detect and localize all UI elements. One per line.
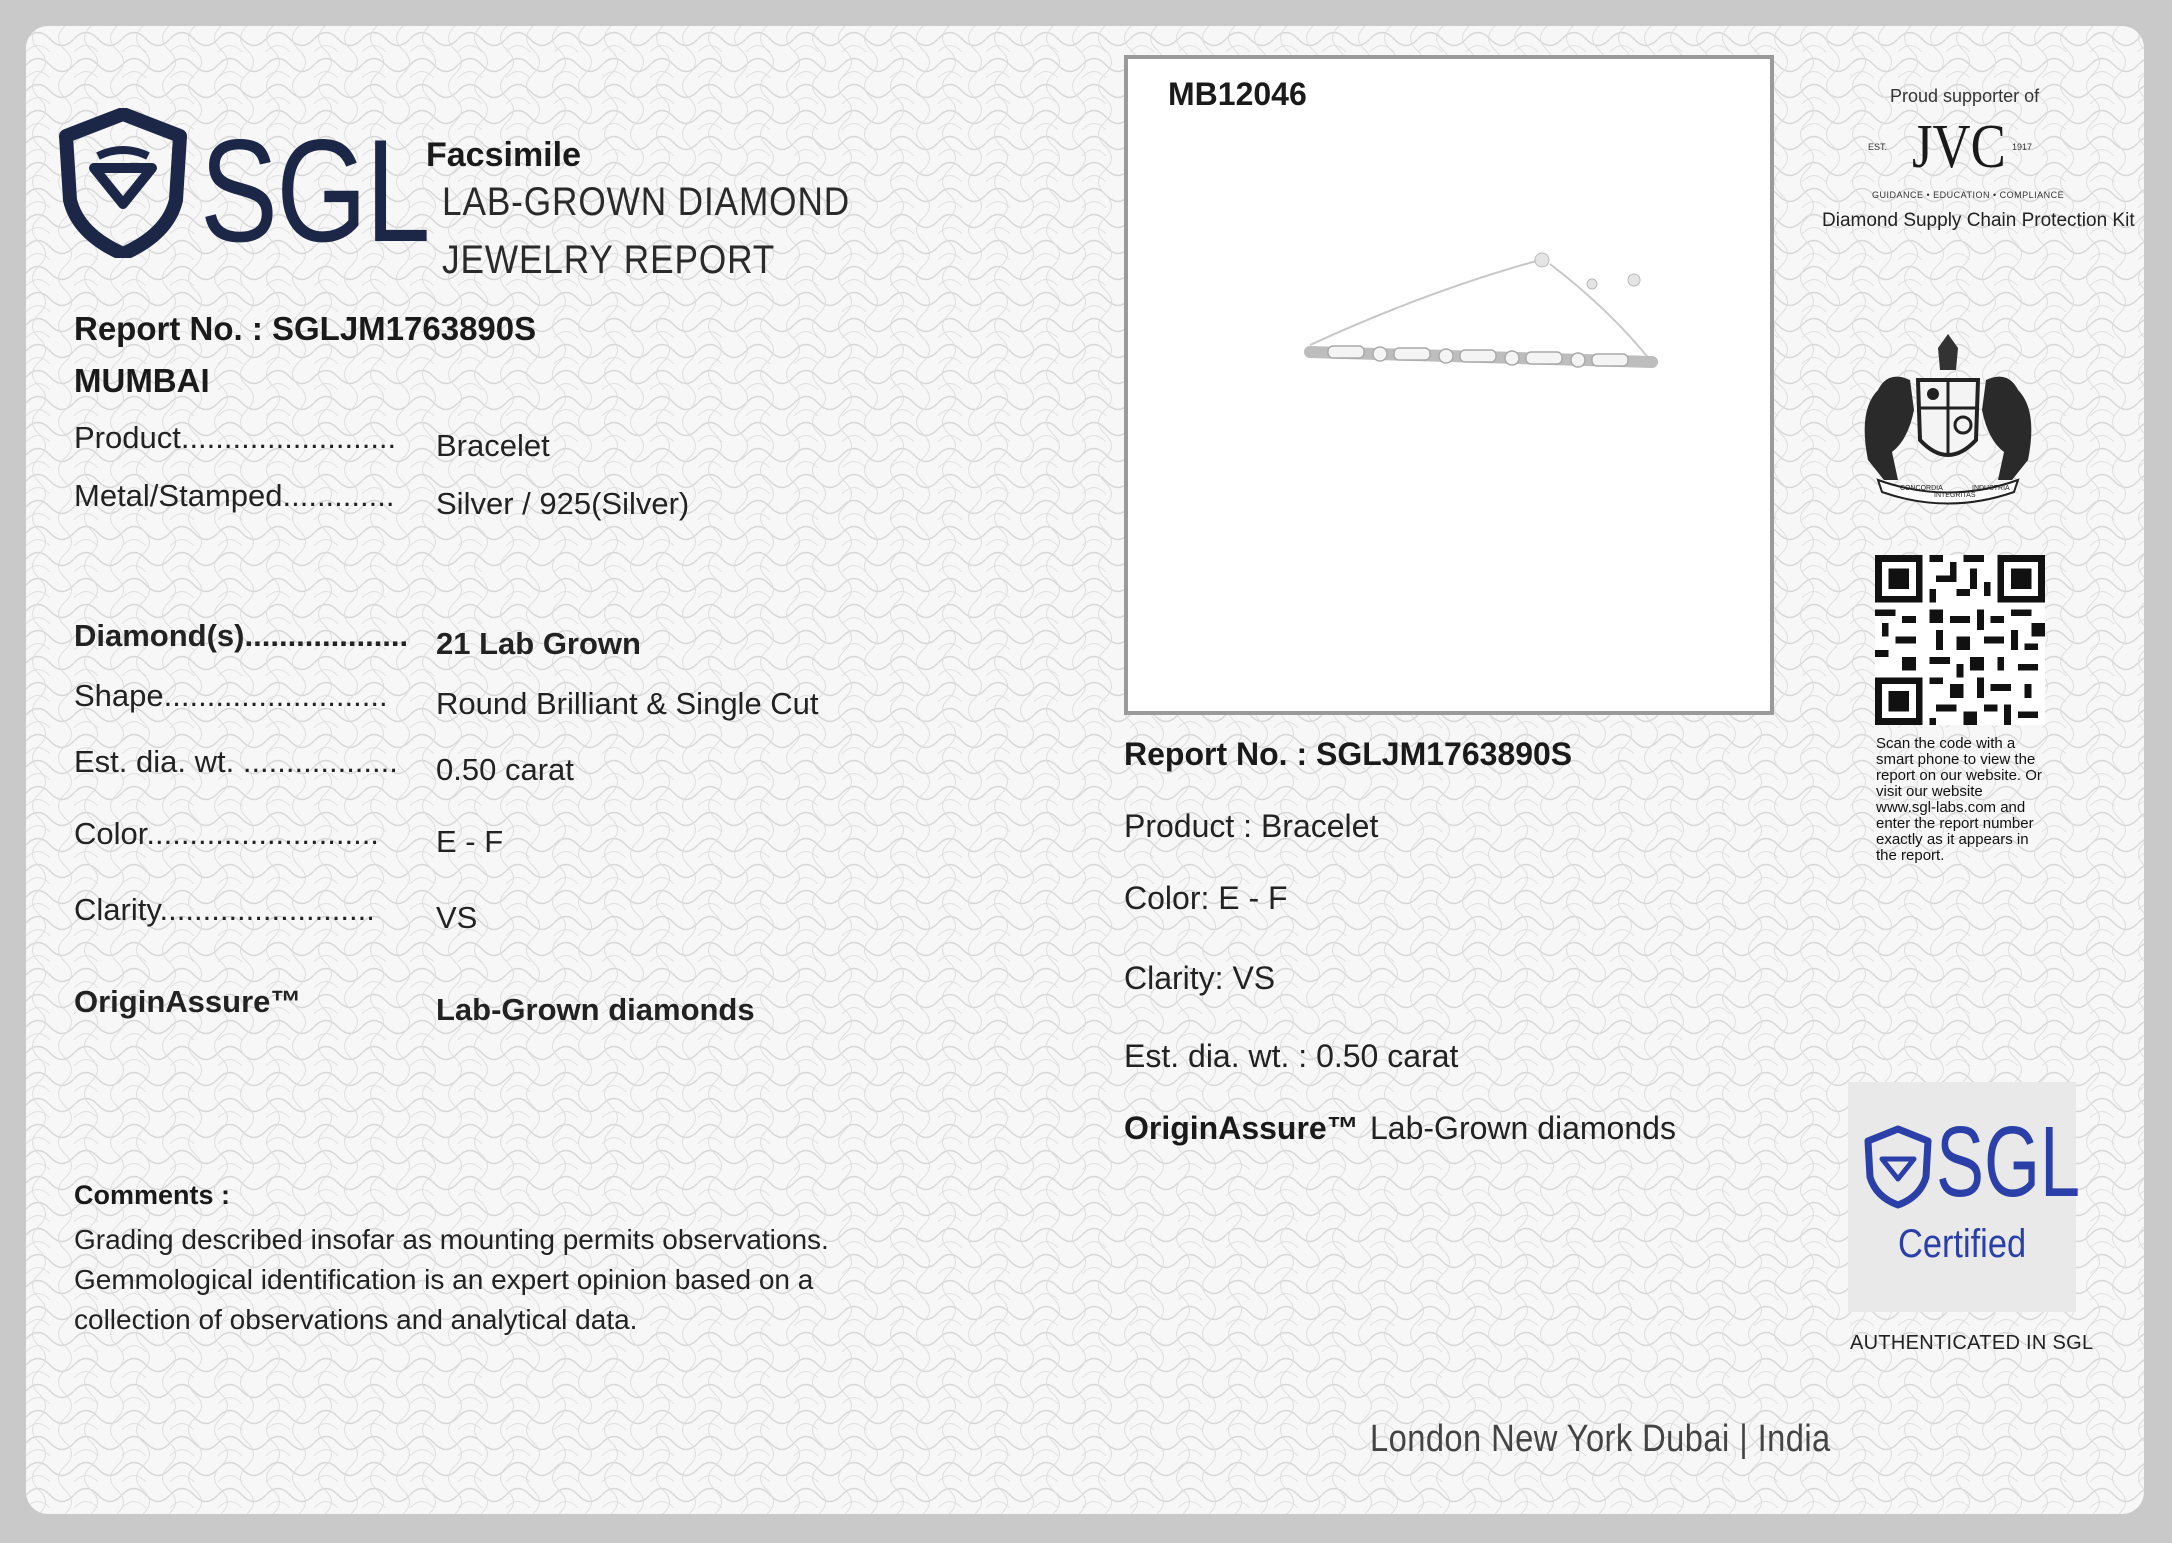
jvc-year-text: 1917 bbox=[2012, 142, 2033, 152]
bracelet-image bbox=[1280, 230, 1680, 430]
diamonds-row bbox=[74, 618, 641, 662]
diamonds-label: Diamond(s)................... bbox=[74, 618, 409, 653]
crest-motto-3: INDUSTRIA bbox=[1972, 485, 2010, 492]
office-cities: London New York Dubai | India bbox=[1370, 1418, 1831, 1460]
shape-row bbox=[74, 678, 819, 722]
summary-weight: Est. dia. wt. : 0.50 carat bbox=[1124, 1038, 1459, 1074]
jvc-logo: JVC bbox=[1912, 113, 2006, 181]
color-label: Color........................... bbox=[74, 816, 379, 851]
sgl-shield-icon bbox=[58, 108, 188, 258]
summary-report-number: Report No. : SGLJM1763890S bbox=[1124, 736, 1573, 772]
weight-label: Est. dia. wt. .................. bbox=[74, 744, 398, 779]
lab-city: MUMBAI bbox=[74, 362, 210, 399]
clarity-label: Clarity......................... bbox=[74, 892, 375, 927]
metal-value: Silver / 925(Silver) bbox=[436, 486, 690, 521]
clarity-row bbox=[74, 892, 477, 936]
facsimile-label: Facsimile bbox=[426, 136, 581, 174]
weight-value: 0.50 carat bbox=[436, 752, 574, 787]
jvc-supporter-text: Proud supporter of bbox=[1890, 86, 2040, 106]
report-number: Report No. : SGLJM1763890S bbox=[74, 310, 537, 347]
certified-word: Certified bbox=[1898, 1222, 2027, 1266]
clarity-value: VS bbox=[436, 900, 478, 935]
report-title-line2: JEWELRY REPORT bbox=[442, 238, 776, 282]
metal-row bbox=[74, 478, 689, 522]
report-title-line1: LAB-GROWN DIAMOND bbox=[442, 180, 851, 224]
diamonds-value: 21 Lab Grown bbox=[436, 626, 641, 661]
jvc-est-text: EST. bbox=[1868, 142, 1888, 152]
product-label: Product......................... bbox=[74, 420, 397, 455]
qr-instructions: Scan the code with a smart phone to view the report on our website. Or visit our website www.sgl-labs.com and enter the report number exactly as it appears in the report. bbox=[1876, 735, 2042, 864]
origin-row bbox=[74, 984, 755, 1028]
product-sku: MB12046 bbox=[1168, 76, 1307, 112]
sgl-logo-text: SGL bbox=[200, 109, 429, 272]
summary-origin-label: OriginAssure™ bbox=[1124, 1110, 1359, 1146]
color-row bbox=[74, 816, 503, 860]
authenticated-text: AUTHENTICATED IN SGL bbox=[1850, 1332, 2094, 1354]
color-value: E - F bbox=[436, 824, 504, 859]
metal-label: Metal/Stamped............. bbox=[74, 478, 395, 513]
qr-code-icon[interactable] bbox=[1875, 555, 2045, 725]
certified-shield-icon bbox=[1862, 1125, 1934, 1209]
summary-color: Color: E - F bbox=[1124, 880, 1288, 916]
certified-logo-text: SGL bbox=[1936, 1106, 2081, 1218]
origin-label: OriginAssure™ bbox=[74, 984, 302, 1019]
shape-value: Round Brilliant & Single Cut bbox=[436, 686, 819, 721]
summary-clarity: Clarity: VS bbox=[1124, 960, 1276, 996]
comments-heading: Comments : bbox=[74, 1180, 231, 1210]
summary-product: Product : Bracelet bbox=[1124, 808, 1379, 844]
weight-row bbox=[74, 744, 574, 788]
jvc-tagline: GUIDANCE • EDUCATION • COMPLIANCE bbox=[1872, 190, 2065, 200]
product-row bbox=[74, 420, 550, 464]
comments-text: Grading described insofar as mounting permits observations. Gemmological identification is an expert opinion based on a collection of observations and analytical data. bbox=[74, 1224, 829, 1335]
origin-value: Lab-Grown diamonds bbox=[436, 992, 755, 1027]
crest-motto-2: INTEGRITAS bbox=[1934, 492, 1976, 499]
coat-of-arms-icon bbox=[1848, 330, 2048, 510]
product-value: Bracelet bbox=[436, 428, 550, 463]
summary-origin-value: Lab-Grown diamonds bbox=[1370, 1110, 1676, 1146]
crest-motto-1: CONCORDIA bbox=[1900, 485, 1943, 492]
jvc-kit-text: Diamond Supply Chain Protection Kit bbox=[1822, 210, 2135, 231]
shape-label: Shape.......................... bbox=[74, 678, 388, 713]
